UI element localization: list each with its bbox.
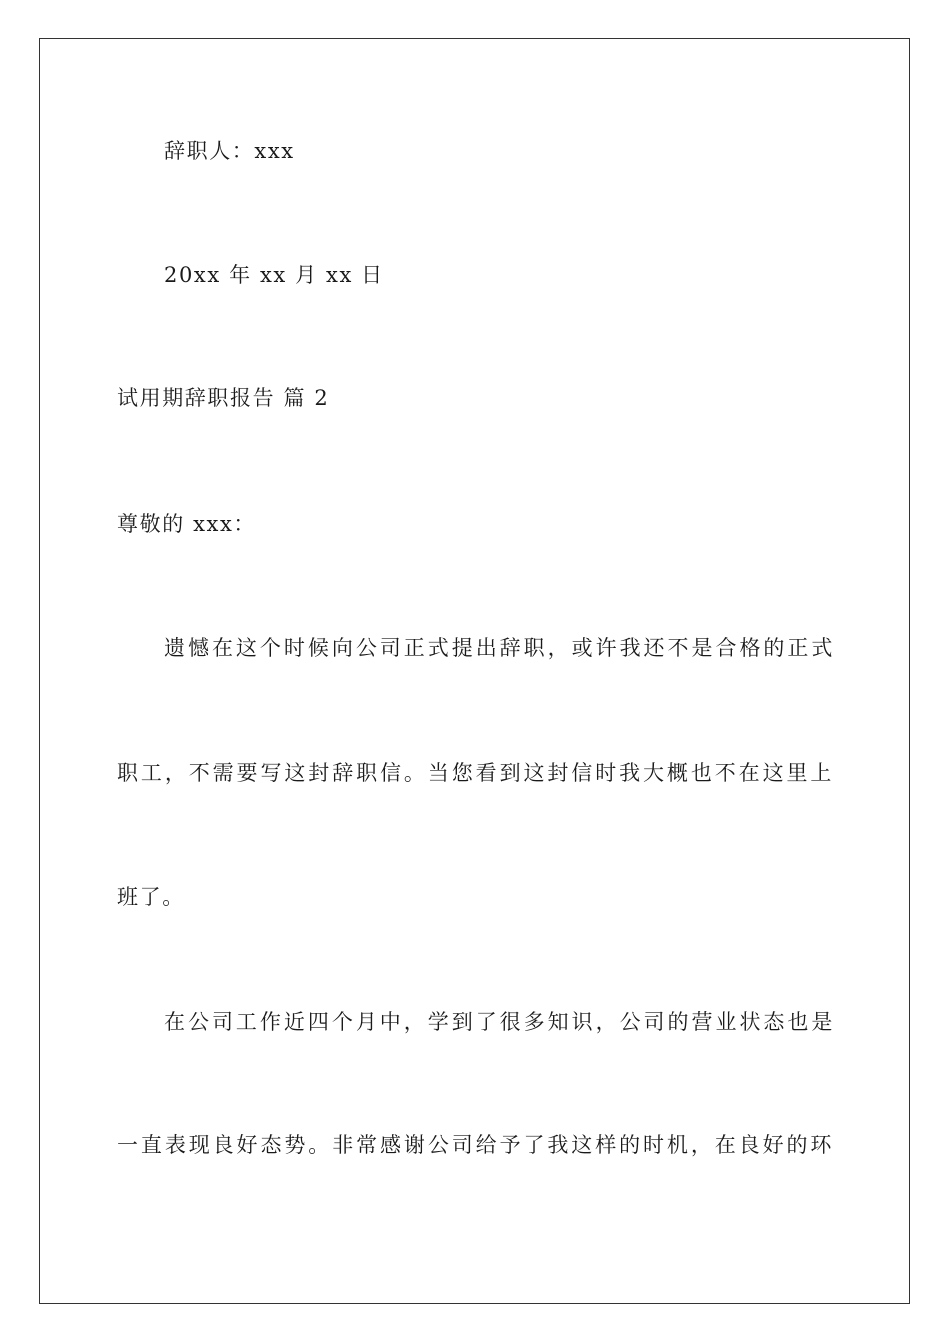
paragraph1-line2: 职工，不需要写这封辞职信。当您看到这封信时我大概也不在这里上: [117, 761, 833, 785]
salutation: 尊敬的 xxx：: [117, 512, 257, 536]
paragraph1-line3: 班了。: [117, 885, 185, 909]
paragraph2-line2: 一直表现良好态势。非常感谢公司给予了我这样的时机，在良好的环: [117, 1133, 833, 1157]
section-title: 试用期辞职报告 篇 2: [117, 386, 330, 410]
paragraph1-line1: 遗憾在这个时候向公司正式提出辞职，或许我还不是合格的正式: [164, 636, 834, 660]
paragraph2-line1: 在公司工作近四个月中，学到了很多知识，公司的营业状态也是: [164, 1010, 834, 1034]
signature-line: 辞职人：xxx: [164, 139, 295, 163]
date-line: 20xx 年 xx 月 xx 日: [164, 263, 384, 287]
page-frame: [39, 38, 910, 1304]
